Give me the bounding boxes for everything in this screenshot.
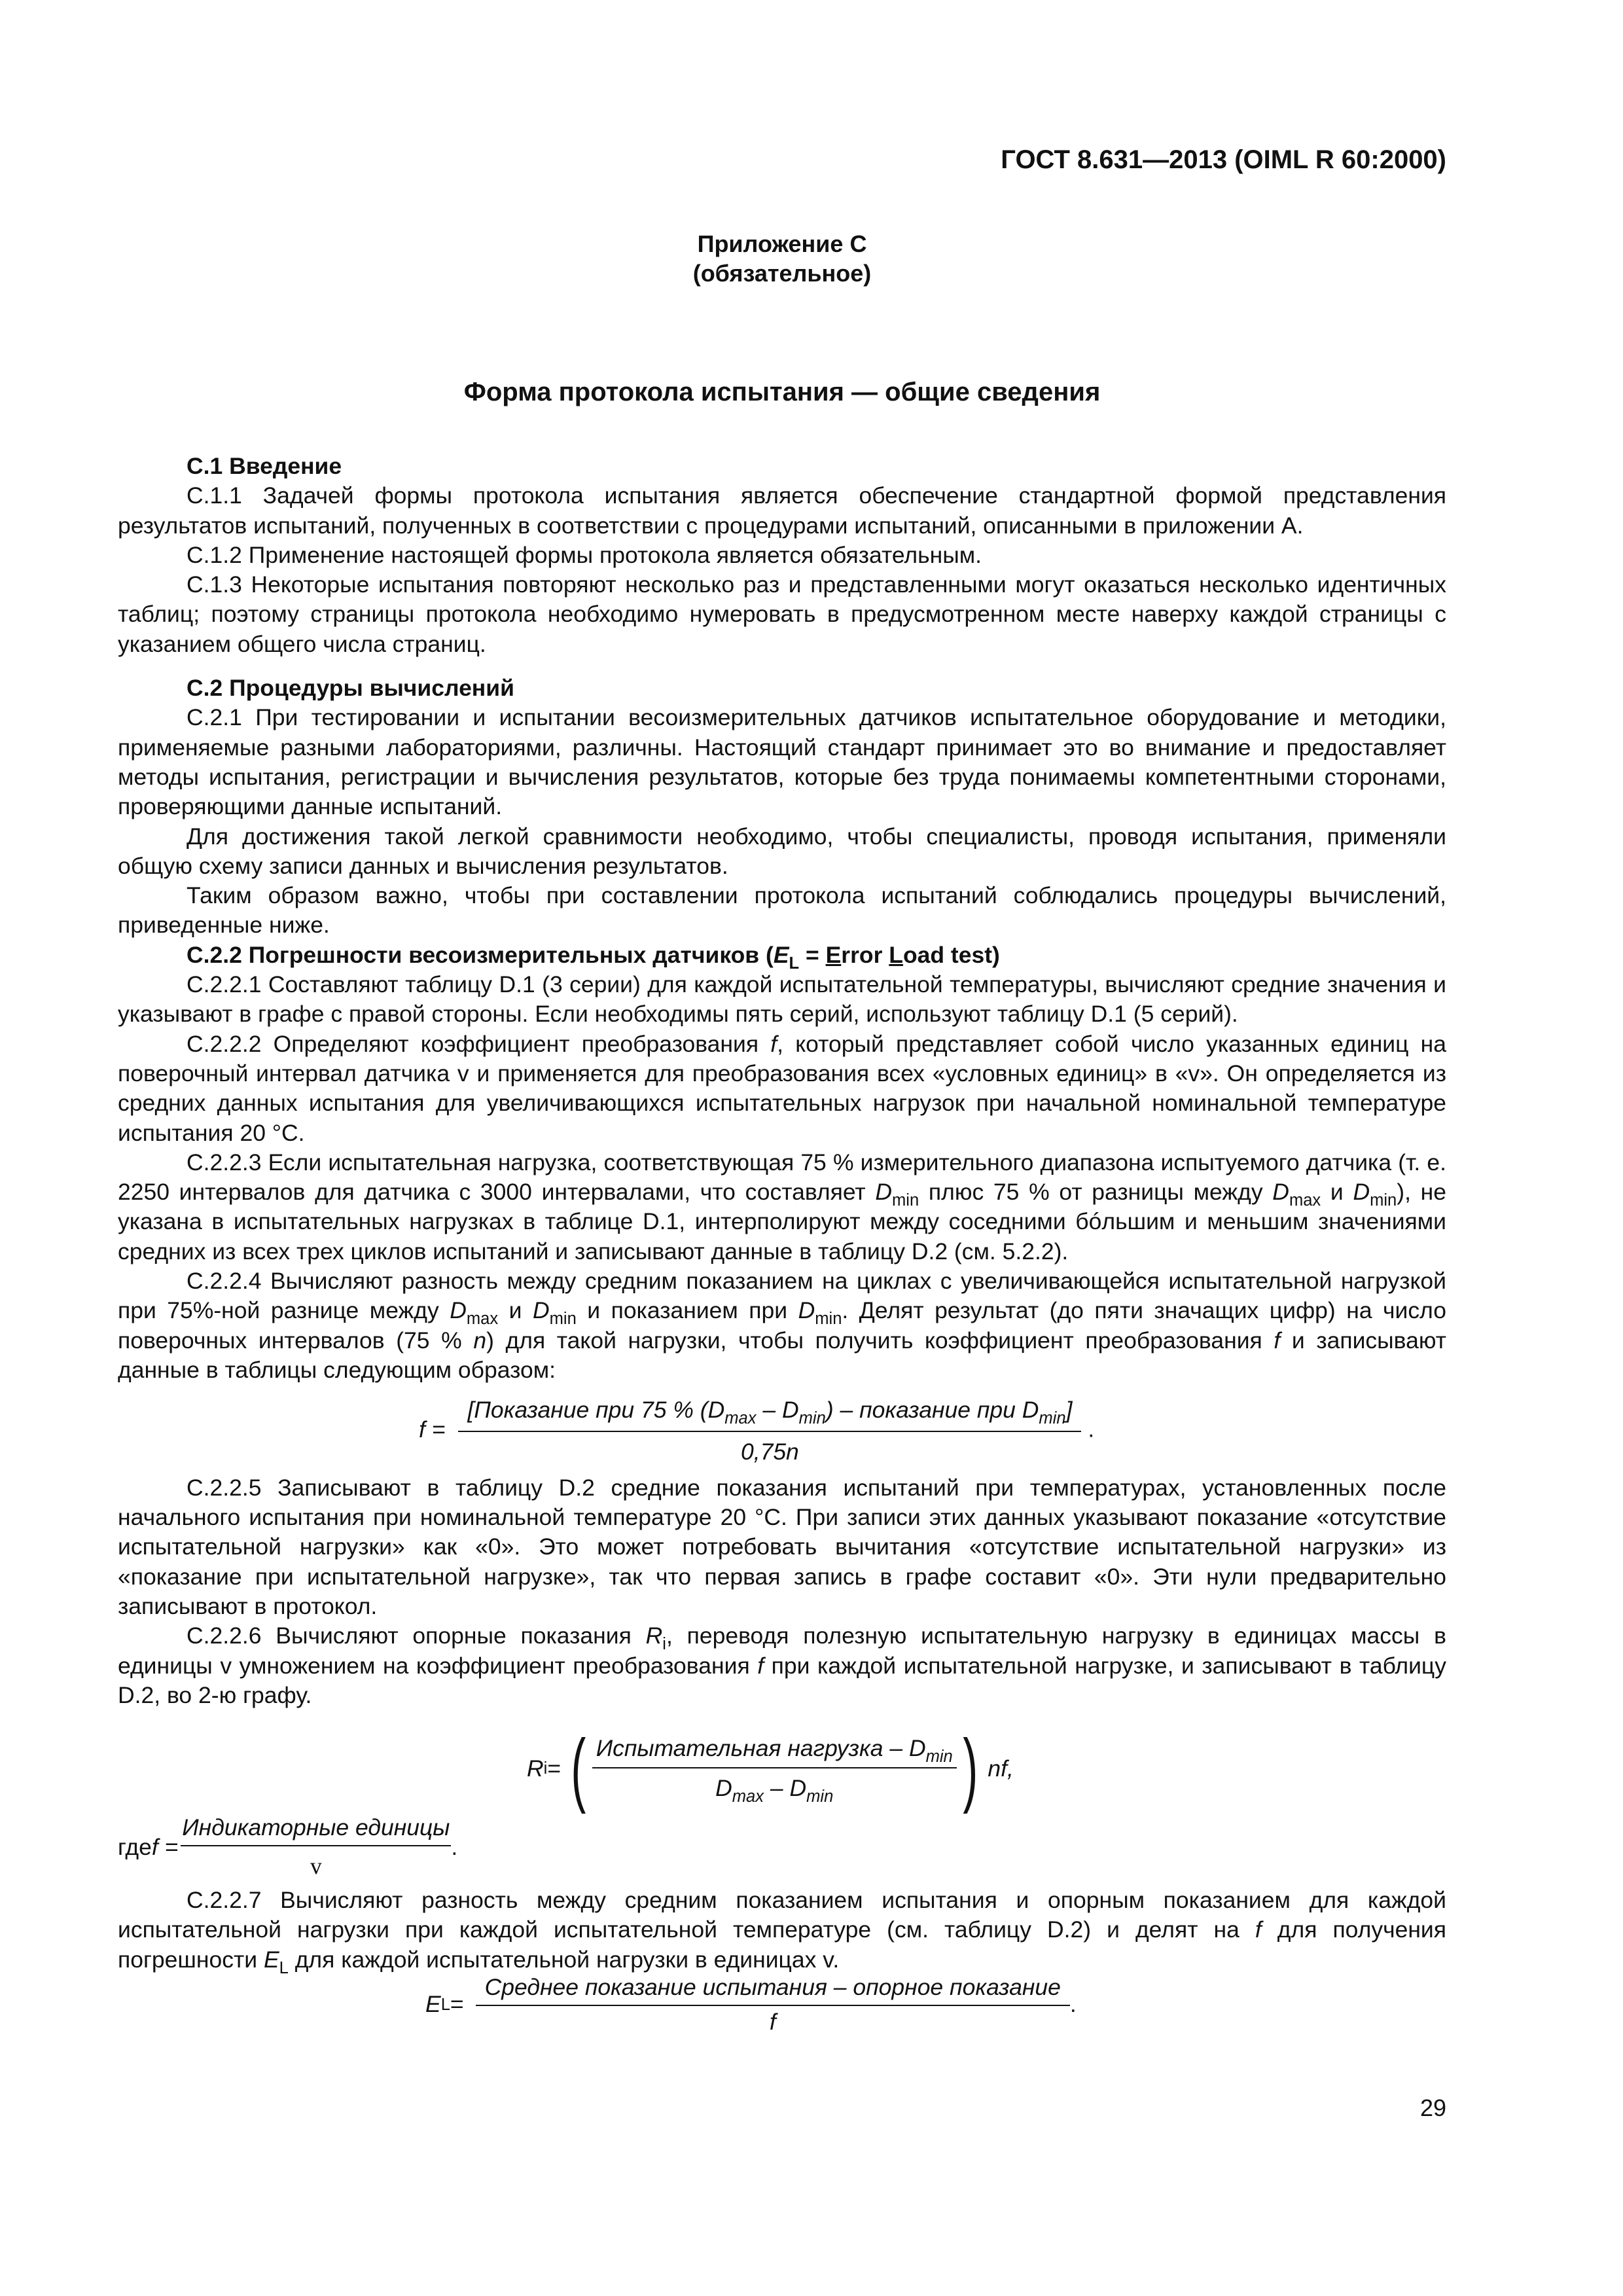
document-body bbox=[118, 452, 1446, 2035]
paragraph-c2-2-3: С.2.2.3 Если испытательная нагрузка, соответствующая 75 % измерительного диапазона испытуемого датчика (т. е. 2250 интервалов для датчика с 3000 интервалами, что составляет $D_{min}$ плюс 75 % от разницы между $D_{max}$ и $D_{min}$), не указана в испытательных нагрузках в таблице D.1, интерполируют между соседними бóльшим и меньшим значениями средних из всех трех циклов испытаний и записывают данные в таблицу D.2 (см. 5.2.2). bbox=[118, 1149, 1446, 1265]
formula-where: где f = $\frac{\text{Индикаторные единицы}}{v}$ . bbox=[118, 1814, 458, 1880]
paragraph-c2-2-4: С.2.2.4 Вычисляют разность между средним показанием на циклах с увеличивающейся испытательной нагрузкой при 75%-ной разнице между $D_{max}$ и $D_{min}$ и показанием при $D_{min}$. Делят результат (до пяти значащих цифр) на число поверочных интервалов (75 % n) для такой нагрузки, чтобы получить коэффициент преобразования f и записывают данные в таблицы следующим образом: bbox=[118, 1268, 1446, 1383]
annex-title: Приложение С bbox=[697, 230, 867, 257]
formula-reference-reading: R i = ( $\frac{Испытательная нагрузка - D_{min}}{D_{max} - D_{min}}$ ) nf, bbox=[527, 1723, 1014, 1814]
annex-status: (обязательное) bbox=[692, 260, 872, 287]
paragraph-c2-2-7: С.2.2.7 Вычисляют разность между средним показанием испытания и опорным показанием для каждой испытательной нагрузки при каждой испытательной температуре (см. таблицу D.2) и делят на f для получения погрешности $E_L$ для каждой испытательной нагрузки в единицах v. bbox=[118, 1887, 1446, 1977]
document-header: ГОСТ 8.631—2013 (OIML R 60:2000) bbox=[1001, 145, 1446, 174]
paragraph-c1-2: С.1.2 Применение настоящей формы протокола является обязательным. bbox=[187, 541, 982, 568]
section-title: Форма протокола испытания — общие сведения bbox=[463, 378, 1101, 406]
heading-c1: С.1 Введение bbox=[187, 453, 342, 479]
page-number: 29 bbox=[1419, 2094, 1446, 2121]
paragraph-c2-1c: Таким образом важно, чтобы при составлении протокола испытаний соблюдались процедуры вычислений, приведенные ниже. bbox=[118, 882, 1446, 939]
paragraph-c2-1: С.2.1 При тестировании и испытании весоизмерительных датчиков испытательное оборудование и методики, применяемые разными лабораториями, различны. Настоящий стандарт принимает это во внимание и предоставляет методы испытания, регистрации и вычисления результатов, которые без труда понимаемы компетентными сторонами, проверяющими данные испытаний. bbox=[118, 704, 1446, 820]
paragraph-c1-1: С.1.1 Задачей формы протокола испытания является обеспечение стандартной формой представления результатов испытаний, полученных в соответствии с процедурами испытаний, описанными в приложении А. bbox=[118, 482, 1446, 539]
paragraph-c2-2-6: С.2.2.6 Вычисляют опорные показания $R_i$, переводя полезную испытательную нагрузку в единицах массы в единицы v умножением на коэффициент преобразования f при каждой испытательной нагрузке, и записывают в таблицу D.2, во 2-ю графу. bbox=[118, 1623, 1446, 1708]
heading-c2-2: С.2.2 Погрешности весоизмерительных датчиков ($E_L$ = Error Load test) bbox=[187, 941, 1000, 973]
paragraph-c2-2-5: С.2.2.5 Записывают в таблицу D.2 средние показания испытаний при температурах, установленных после начального испытания при номинальной температуре 20 °С. При записи этих данных указывают показание «отсутствие испытательной нагрузки» как «0». Это может потребовать вычитания «отсутствие испытательной нагрузки» из «показание при испытательной нагрузке», так что первая запись в графе составит «0». Эти нули предварительно записывают в протокол. bbox=[118, 1474, 1446, 1619]
paragraph-c1-3: С.1.3 Некоторые испытания повторяют несколько раз и представленными могут оказаться несколько идентичных таблиц; поэтому страницы протокола необходимо нумеровать в предусмотренном месте наверху каждой страницы с указанием общего числа страниц. bbox=[118, 571, 1446, 657]
annex-heading bbox=[118, 229, 1446, 288]
formula-conversion-factor: f = $\frac{[Показание при 75 \% (D_{max} - D_{min}) - показание при D_{min}]}{0,75n}$ . bbox=[419, 1397, 1095, 1465]
paragraph-c2-1b: Для достижения такой легкой сравнимости необходимо, чтобы специалисты, проводя испытания, применяли общую схему записи данных и вычисления результатов. bbox=[118, 823, 1446, 879]
formula-error: E L = $\frac{\text{Среднее показание испытания – опорное показание}}{f}$ . bbox=[425, 1973, 1077, 2036]
paragraph-c2-2-2: С.2.2.2 Определяют коэффициент преобразования f, который представляет собой число указанных единиц на поверочный интервал датчика v и применяется для преобразования всех «условных единиц» в «v». Он определяется из средних данных испытания для увеличивающихся испытательных нагрузок при начальной номинальной температуре испытания 20 °С. bbox=[118, 1030, 1446, 1146]
heading-c2: С.2 Процедуры вычислений bbox=[187, 675, 514, 702]
paragraph-c2-2-1: С.2.2.1 Составляют таблицу D.1 (3 серии) для каждой испытательной температуры, вычисляют средние значения и указывают в графе с правой стороны. Если необходимы пять серий, используют таблицу D.1 (5 серий). bbox=[118, 971, 1446, 1028]
document-page bbox=[118, 0, 1446, 2296]
